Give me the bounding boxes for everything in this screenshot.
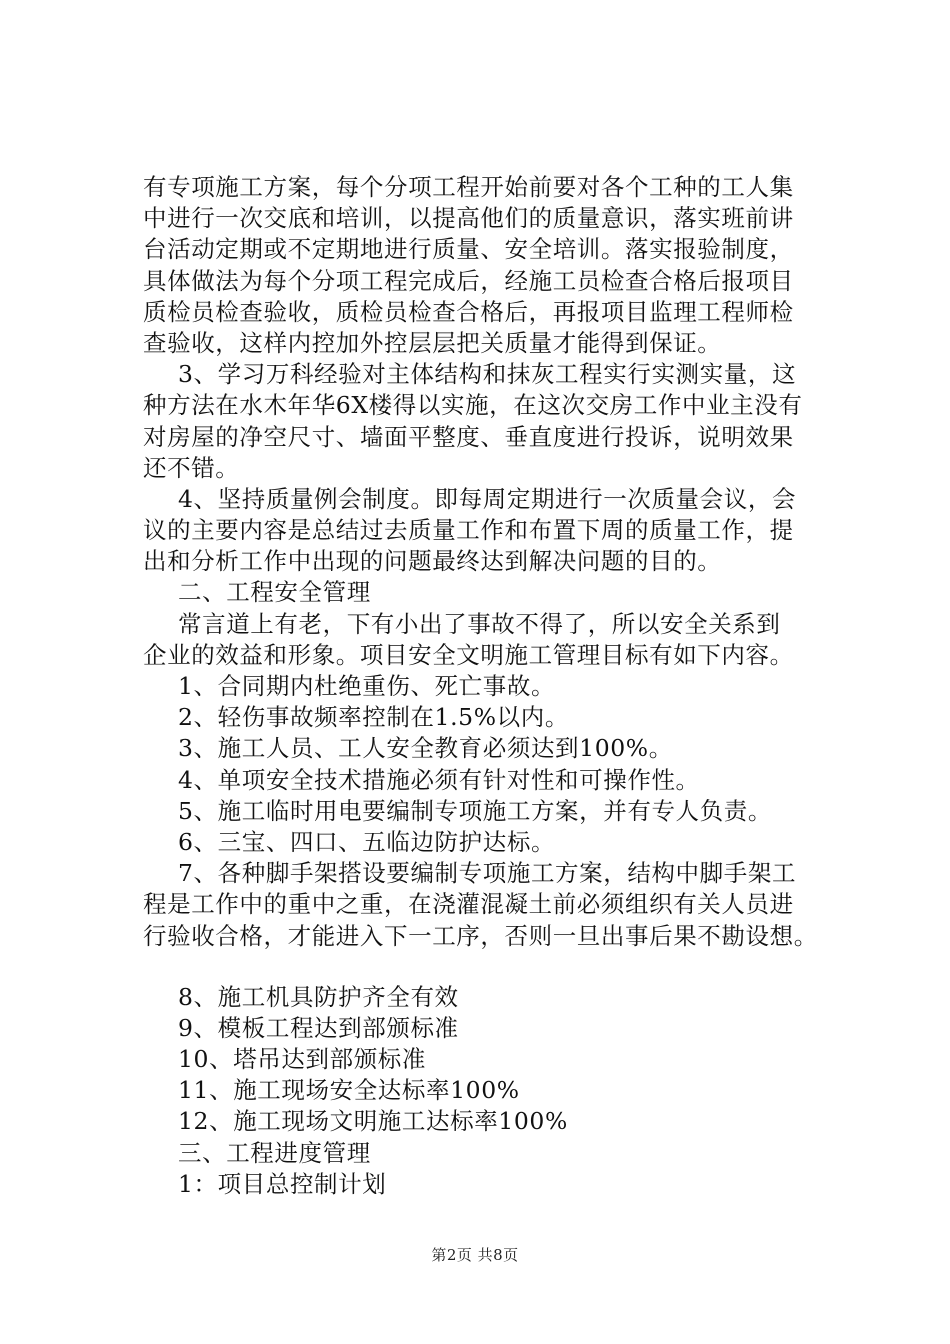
blank-line [143,952,843,982]
text-line: 4、坚持质量例会制度。即每周定期进行一次质量会议，会 [178,484,797,513]
text-line: 有专项施工方案，每个分项工程开始前要对各个工种的工人集 [143,173,794,201]
text-line: 12、施工现场文明施工达标率100% [178,1107,568,1136]
text-line: 具体做法为每个分项工程完成后，经施工员检查合格后报项目 [143,266,794,295]
text-line: 行验收合格，才能进入下一工序，否则一旦出事后果不勘设想。 [143,921,818,950]
text-line: 三、工程进度管理 [178,1138,371,1167]
text-line: 企业的效益和形象。项目安全文明施工管理目标有如下内容。 [143,640,794,669]
text-line: 11、施工现场安全达标率100% [178,1076,520,1105]
text-line: 9、模板工程达到部颁标准 [178,1013,459,1042]
text-line: 1、合同期内杜绝重伤、死亡事故。 [178,672,556,700]
text-line: 对房屋的净空尺寸、墙面平整度、垂直度进行投诉，说明效果 [143,422,794,451]
text-line: 5、施工临时用电要编制专项施工方案，并有专人负责。 [178,796,772,825]
body-text-part-2 [143,982,843,1200]
page-footer: 第2页 共8页 [431,1246,519,1264]
body-text-part-1 [143,172,843,952]
text-line: 常言道上有老，下有小出了事故不得了，所以安全关系到 [178,609,781,638]
text-line: 10、塔吊达到部颁标准 [178,1045,427,1074]
text-line: 还不错。 [143,453,240,482]
text-line: 1：项目总控制计划 [178,1169,387,1198]
text-line: 3、学习万科经验对主体结构和抹灰工程实行实测实量，这 [178,360,797,389]
text-line: 程是工作中的重中之重，在浇灌混凝土前必须组织有关人员进 [143,890,794,919]
text-line: 议的主要内容是总结过去质量工作和布置下周的质量工作，提 [143,516,794,545]
text-line: 4、单项安全技术措施必须有针对性和可操作性。 [178,765,700,794]
body-text [143,172,843,1200]
text-line: 8、施工机具防护齐全有效 [178,982,459,1011]
text-line: 质检员检查验收，质检员检查合格后，再报项目监理工程师检 [143,297,794,326]
text-line: 出和分析工作中出现的问题最终达到解决问题的目的。 [143,547,722,576]
text-line: 台活动定期或不定期地进行质量、安全培训。落实报验制度， [143,235,794,264]
text-line: 查验收，这样内控加外控层层把关质量才能得到保证。 [143,328,722,357]
text-line: 种方法在水木年华6X楼得以实施，在这次交房工作中业主没有 [143,391,803,420]
text-line: 2、轻伤事故频率控制在1.5%以内。 [178,703,569,732]
text-line: 3、施工人员、工人安全教育必须达到100%。 [178,734,673,763]
text-line: 7、各种脚手架搭设要编制专项施工方案，结构中脚手架工 [178,859,797,888]
text-line: 6、三宝、四口、五临边防护达标。 [178,827,556,856]
text-line: 二、工程安全管理 [178,578,371,607]
text-line: 中进行一次交底和培训，以提高他们的质量意识，落实班前讲 [143,204,794,233]
